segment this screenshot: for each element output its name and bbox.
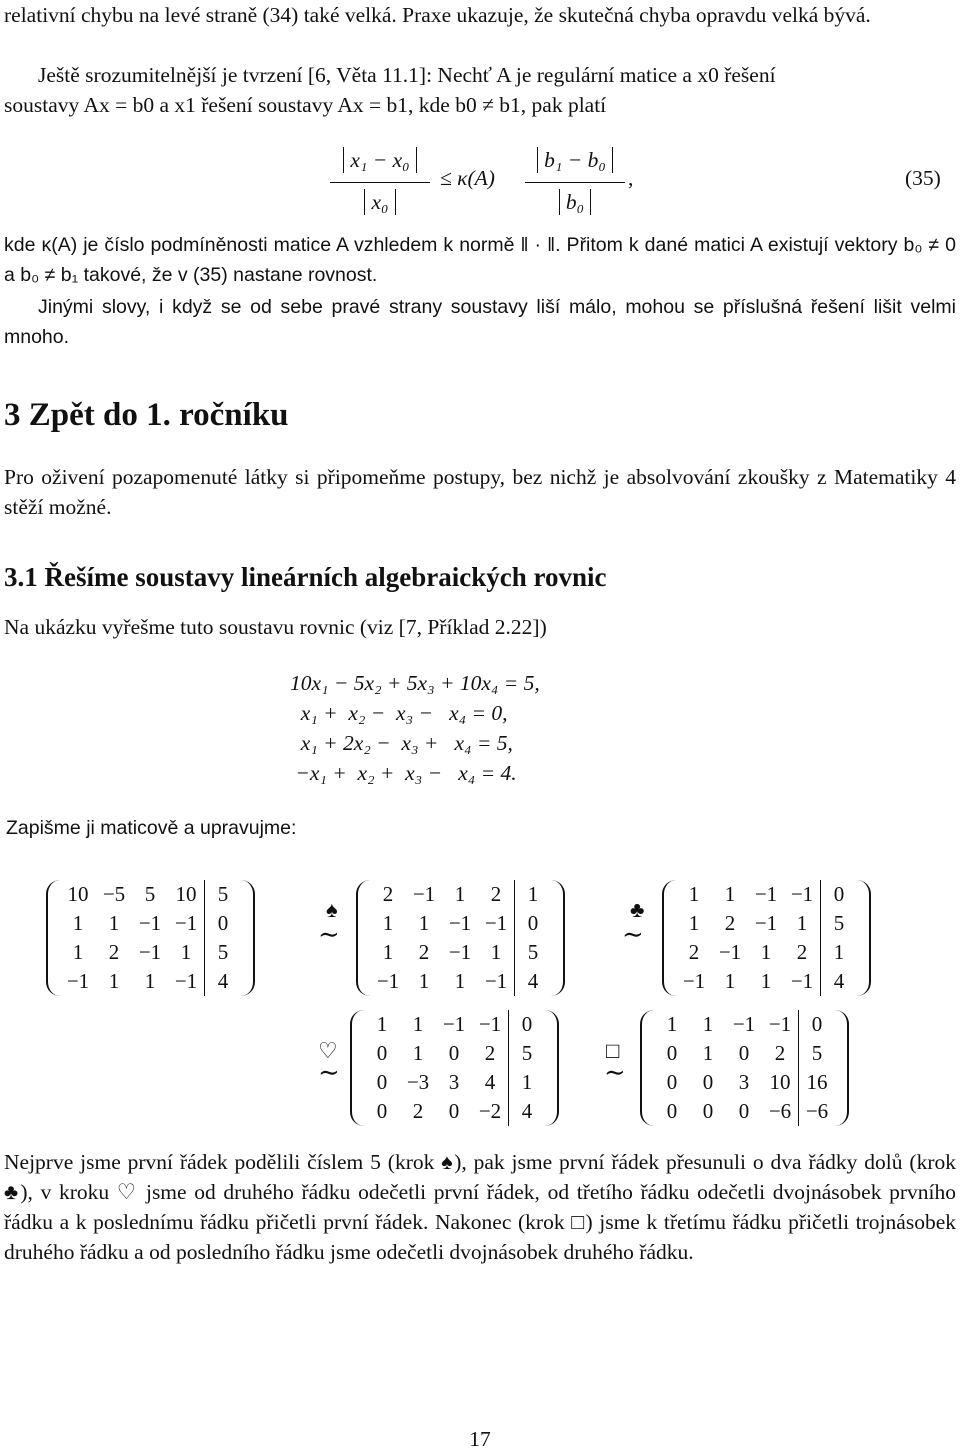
matrix-cell: −1 [174, 911, 198, 935]
matrix-cell: −1 [790, 969, 814, 993]
matrix-cell: 1 [821, 938, 858, 967]
matrix-cell: −5 [102, 882, 126, 906]
matrix-cell: 1 [688, 882, 700, 906]
matrix-cell: 1 [454, 969, 466, 993]
lhs-denominator: x₀ [364, 189, 395, 215]
tilde-icon: ∼ [604, 1058, 626, 1087]
matrix-cell: 0 [448, 1041, 460, 1065]
theorem-line-2: soustavy Ax = b0 a x1 řešení soustavy Ax = b1, kde b0 ≠ b1, pak platí [4, 93, 607, 117]
matrix-cell: 0 [702, 1070, 714, 1094]
matrix-cell: 0 [666, 1041, 678, 1065]
matrix-cell: 5 [799, 1039, 836, 1068]
rhs-fraction [525, 145, 625, 215]
box-icon: □ [606, 1038, 620, 1063]
matrix-cell: 1 [509, 1068, 546, 1097]
matrix-cell: 0 [515, 909, 552, 938]
matrix-cell: 4 [515, 967, 552, 996]
matrix-row [654, 1097, 835, 1126]
matrix-cell: −1 [732, 1012, 756, 1036]
matrix-cell: 1 [702, 1012, 714, 1036]
matrix-row [60, 938, 241, 967]
matrix-cell: −3 [406, 1070, 430, 1094]
matrix-cell: −1 [768, 1012, 792, 1036]
matrix-row [60, 967, 241, 996]
matrix-row [364, 1097, 545, 1126]
matrix-row [60, 880, 241, 909]
matrix-cell: −1 [484, 969, 508, 993]
matrix-cell: 2 [412, 1099, 424, 1123]
matrix-cell: 2 [108, 940, 120, 964]
matrix-row [364, 1039, 545, 1068]
matrix-cell: 1 [702, 1041, 714, 1065]
matrix-cell: 1 [180, 940, 192, 964]
theorem-line-1: Ještě srozumitelnější je tvrzení [6, Věta 11.1]: Nechť A je regulární matice a x0 řešení [38, 63, 776, 87]
matrix-cell: 0 [448, 1099, 460, 1123]
augmented-matrix-2 [370, 880, 551, 996]
matrix-cell: 5 [144, 882, 156, 906]
matrix-cell: 0 [821, 880, 858, 909]
interpretation-paragraph: Jinými slovy, i když se od sebe pravé strany soustavy liší málo, mohou se příslušná řešení lišit velmi mnoho. [4, 296, 956, 348]
matrix-cell: 2 [724, 911, 736, 935]
matrix-cell: 16 [799, 1068, 836, 1097]
matrix-cell: 10 [175, 882, 197, 906]
matrix-cell: 2 [418, 940, 430, 964]
matrix-cell: 4 [205, 967, 242, 996]
augmented-matrix-3 [676, 880, 857, 996]
equation-row: x₁ + 2x₂ − x₃ + x₄ = 5, [290, 731, 513, 755]
lhs-fraction [330, 145, 430, 215]
matrix-row [654, 1039, 835, 1068]
matrix-row [676, 938, 857, 967]
matrix-cell: 1 [144, 969, 156, 993]
matrix-cell: 1 [418, 969, 430, 993]
condition-number-paragraph: kde κ(A) je číslo podmíněnosti matice A vzhledem k normě ‖ · ‖. Přitom k dané matici A existují vektory b₀ ≠ 0 a b₀ ≠ b₁ takové, že v (35) nastane rovnost. [4, 234, 956, 286]
equation-row: x₁ + x₂ − x₃ − x₄ = 0, [290, 701, 508, 725]
matrix-cell: 1 [382, 911, 394, 935]
equation-row: 10x₁ − 5x₂ + 5x₃ + 10x₄ = 5, [290, 671, 540, 695]
matrix-cell: 1 [454, 882, 466, 906]
matrix-cell: 2 [382, 882, 394, 906]
tilde-icon: ∼ [318, 920, 340, 949]
matrix-row [370, 880, 551, 909]
matrix-cell: 0 [205, 909, 242, 938]
matrix-cell: 5 [205, 880, 242, 909]
matrix-cell: −2 [478, 1099, 502, 1123]
matrix-cell: −1 [754, 911, 778, 935]
matrix-cell: 4 [821, 967, 858, 996]
matrix-cell: 2 [484, 1041, 496, 1065]
intro-paragraph: relativní chybu na levé straně (34) také velká. Praxe ukazuje, že skutečná chyba opravdu velká bývá. [4, 3, 871, 27]
matrix-cell: 1 [666, 1012, 678, 1036]
matrix-cell: 0 [376, 1099, 388, 1123]
matrix-cell: 1 [376, 1012, 388, 1036]
matrix-cell: −1 [484, 911, 508, 935]
matrix-cell: 1 [724, 969, 736, 993]
matrix-cell: 1 [490, 940, 502, 964]
matrix-cell: 3 [448, 1070, 460, 1094]
equation-row: −x₁ + x₂ + x₃ − x₄ = 4. [290, 761, 517, 785]
matrix-row [370, 909, 551, 938]
matrix-cell: 3 [738, 1070, 750, 1094]
rhs-denominator: b₀ [559, 189, 591, 215]
matrix-row [676, 909, 857, 938]
augmented-matrix-5 [654, 1010, 835, 1126]
matrix-cell: −1 [718, 940, 742, 964]
matrix-cell: −1 [448, 911, 472, 935]
matrix-cell: 2 [796, 940, 808, 964]
matrix-row [364, 1010, 545, 1039]
matrix-cell: 0 [666, 1070, 678, 1094]
matrix-cell: 1 [688, 911, 700, 935]
section-3-1-heading: 3.1 Řešíme soustavy lineárních algebraických rovnic [4, 562, 607, 592]
matrix-cell: 1 [412, 1012, 424, 1036]
matrix-cell: 0 [509, 1010, 546, 1039]
augmented-matrix-4 [364, 1010, 545, 1126]
matrix-row [676, 967, 857, 996]
heart-icon: ♡ [318, 1038, 338, 1063]
page-number: 17 [469, 1427, 491, 1451]
section-3-heading: 3 Zpět do 1. ročníku [4, 397, 289, 433]
matrix-cell: −1 [448, 940, 472, 964]
spade-icon: ♠ [326, 897, 338, 922]
matrix-cell: 5 [205, 938, 242, 967]
matrix-cell: 5 [515, 938, 552, 967]
matrix-cell: 0 [376, 1070, 388, 1094]
matrix-cell: 1 [72, 911, 84, 935]
augmented-matrix-1 [60, 880, 241, 996]
equation-number: (35) [905, 166, 941, 190]
matrix-row [370, 967, 551, 996]
matrix-cell: 0 [738, 1041, 750, 1065]
matrix-cell: −1 [754, 882, 778, 906]
matrix-cell: 4 [484, 1070, 496, 1094]
matrix-cell: 1 [515, 880, 552, 909]
matrix-cell: 0 [799, 1010, 836, 1039]
section-3-1-text: Na ukázku vyřešme tuto soustavu rovnic (viz [7, Příklad 2.22]) [4, 615, 547, 639]
matrix-row [60, 909, 241, 938]
section-3-text: Pro oživení pozapomenuté látky si připomeňme postupy, bez nichž je absolvování zkoušky z Matematiky 4 stěží možné. [4, 465, 956, 519]
matrix-cell: 1 [108, 911, 120, 935]
matrix-row [370, 938, 551, 967]
tilde-icon: ∼ [622, 920, 644, 949]
matrix-cell: 1 [72, 940, 84, 964]
matrix-cell: −1 [682, 969, 706, 993]
matrix-cell: 1 [382, 940, 394, 964]
matrix-cell: 1 [760, 940, 772, 964]
matrix-cell: 2 [688, 940, 700, 964]
club-icon: ♣ [630, 897, 645, 922]
matrix-cell: −1 [66, 969, 90, 993]
closing-paragraph: Nejprve jsme první řádek podělili číslem 5 (krok ♠), pak jsme první řádek přesunuli o dva řádky dolů (krok ♣), v kroku ♡ jsme od druhého řádku odečetli první řádek, od třetího řádku odečetli dvojnásobek prvního řádku a k poslednímu řádku přičetli první řádek. Nakonec (krok □) jsme k třetímu řádku přičetli trojnásobek druhého řádku a od posledního řádku jsme odečetli dvojnásobek druhého řádku. [4, 1150, 956, 1264]
matrix-cell: −1 [412, 882, 436, 906]
matrix-cell: 5 [821, 909, 858, 938]
matrix-cell: 4 [509, 1097, 546, 1126]
matrix-cell: 1 [108, 969, 120, 993]
matrix-cell: −1 [138, 940, 162, 964]
matrix-cell: −6 [799, 1097, 836, 1126]
matrix-cell: 0 [666, 1099, 678, 1123]
matrix-cell: −1 [174, 969, 198, 993]
matrix-cell: −6 [768, 1099, 792, 1123]
matrix-row [654, 1010, 835, 1039]
matrix-cell: −1 [376, 969, 400, 993]
matrix-row [676, 880, 857, 909]
matrix-intro-text: Zapišme ji maticově a upravujme: [6, 817, 297, 839]
matrix-cell: 0 [376, 1041, 388, 1065]
matrix-cell: −1 [138, 911, 162, 935]
matrix-row [364, 1068, 545, 1097]
matrix-cell: 1 [796, 911, 808, 935]
matrix-cell: −1 [790, 882, 814, 906]
matrix-cell: 2 [490, 882, 502, 906]
matrix-cell: 10 [67, 882, 89, 906]
kappa-operator: ≤ κ(A) [440, 166, 495, 190]
tilde-icon: ∼ [318, 1058, 340, 1087]
matrix-cell: 0 [702, 1099, 714, 1123]
lhs-numerator: x₁ − x₀ [343, 147, 416, 173]
matrix-cell: 5 [509, 1039, 546, 1068]
matrix-cell: 1 [412, 1041, 424, 1065]
rhs-numerator: b₁ − b₀ [537, 147, 613, 173]
matrix-cell: −1 [478, 1012, 502, 1036]
matrix-cell: 10 [769, 1070, 791, 1094]
matrix-cell: 1 [760, 969, 772, 993]
matrix-cell: 1 [724, 882, 736, 906]
matrix-cell: −1 [442, 1012, 466, 1036]
matrix-cell: 1 [418, 911, 430, 935]
matrix-row [654, 1068, 835, 1097]
matrix-cell: 0 [738, 1099, 750, 1123]
matrix-cell: 2 [774, 1041, 786, 1065]
